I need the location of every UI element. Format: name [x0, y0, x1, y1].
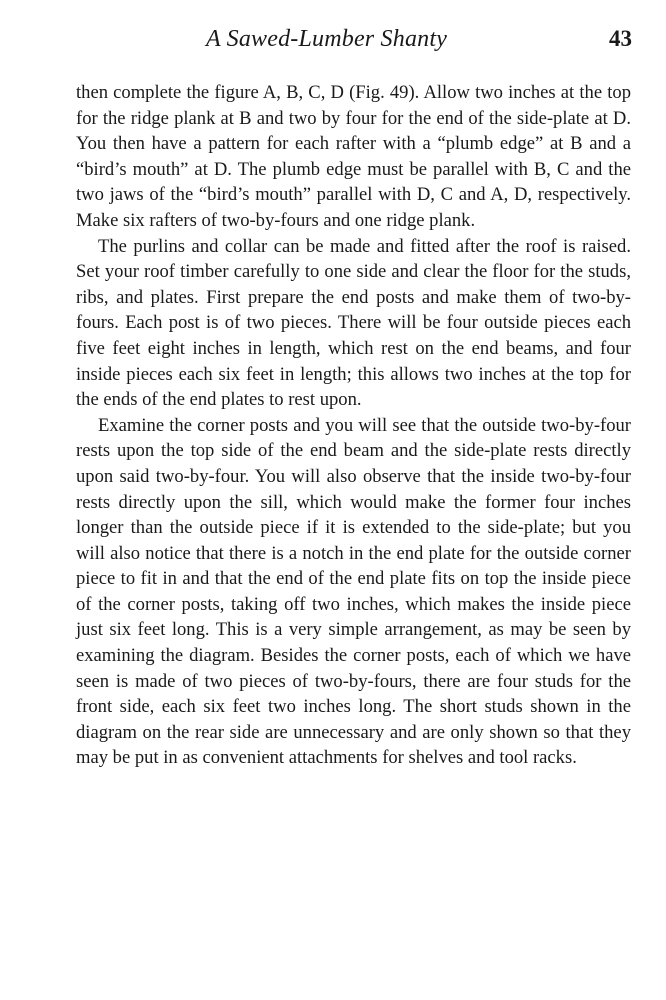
body-text: [76, 80, 631, 771]
paragraph-3: Examine the corner posts and you will see that the outside two-by-four rests upon the top side of the end beam and the side-plate rests directly upon said two-by-four. You will also observe that the inside two-by-four rests directly upon the sill, which would make the former four inches longer than the outside piece if it is extended to the side-plate; but you will also notice that there is a notch in the end plate for the outside corner piece to fit in and that the end of the end plate fits on top the inside piece of the corner posts, taking off two inches, which makes the inside piece just six feet long. This is a very simple arrangement, as may be seen by examining the diagram. Besides the corner posts, each of which we have seen is made of two pieces of two-by-fours, there are four studs for the front side, each six feet two inches long. The short studs shown in the diagram on the rear side are unnecessary and are only shown so that they may be put in as convenient attachments for shelves and tool racks.: [76, 414, 631, 769]
paragraph-2: The purlins and collar can be made and fitted after the roof is raised. Set your roof timber carefully to one side and clear the floor for the studs, ribs, and plates. First prepare the end posts and make them of two-by-fours. Each post is of two pieces. There will be four outside pieces each five feet eight inches in length, which rest on the end beams, and four inside pieces each six feet in length; this allows two inches at the top for the ends of the end plates to rest upon.: [76, 235, 631, 411]
running-title: A Sawed-Lumber Shanty: [206, 26, 448, 52]
paragraph-1: then complete the figure A, B, C, D (Fig. 49). Allow two inches at the top for the ridge plank at B and two by four for the end of the side-plate at D. You then have a pattern for each rafter with a “plumb edge” at B and a “bird’s mouth” at D. The plumb edge must be parallel with B, C and the two jaws of the “bird’s mouth” parallel with D, C and A, D, respectively. Make six rafters of two-by-fours and one ridge plank.: [76, 82, 631, 231]
page-number: 43: [609, 26, 632, 51]
running-head: [76, 26, 632, 58]
